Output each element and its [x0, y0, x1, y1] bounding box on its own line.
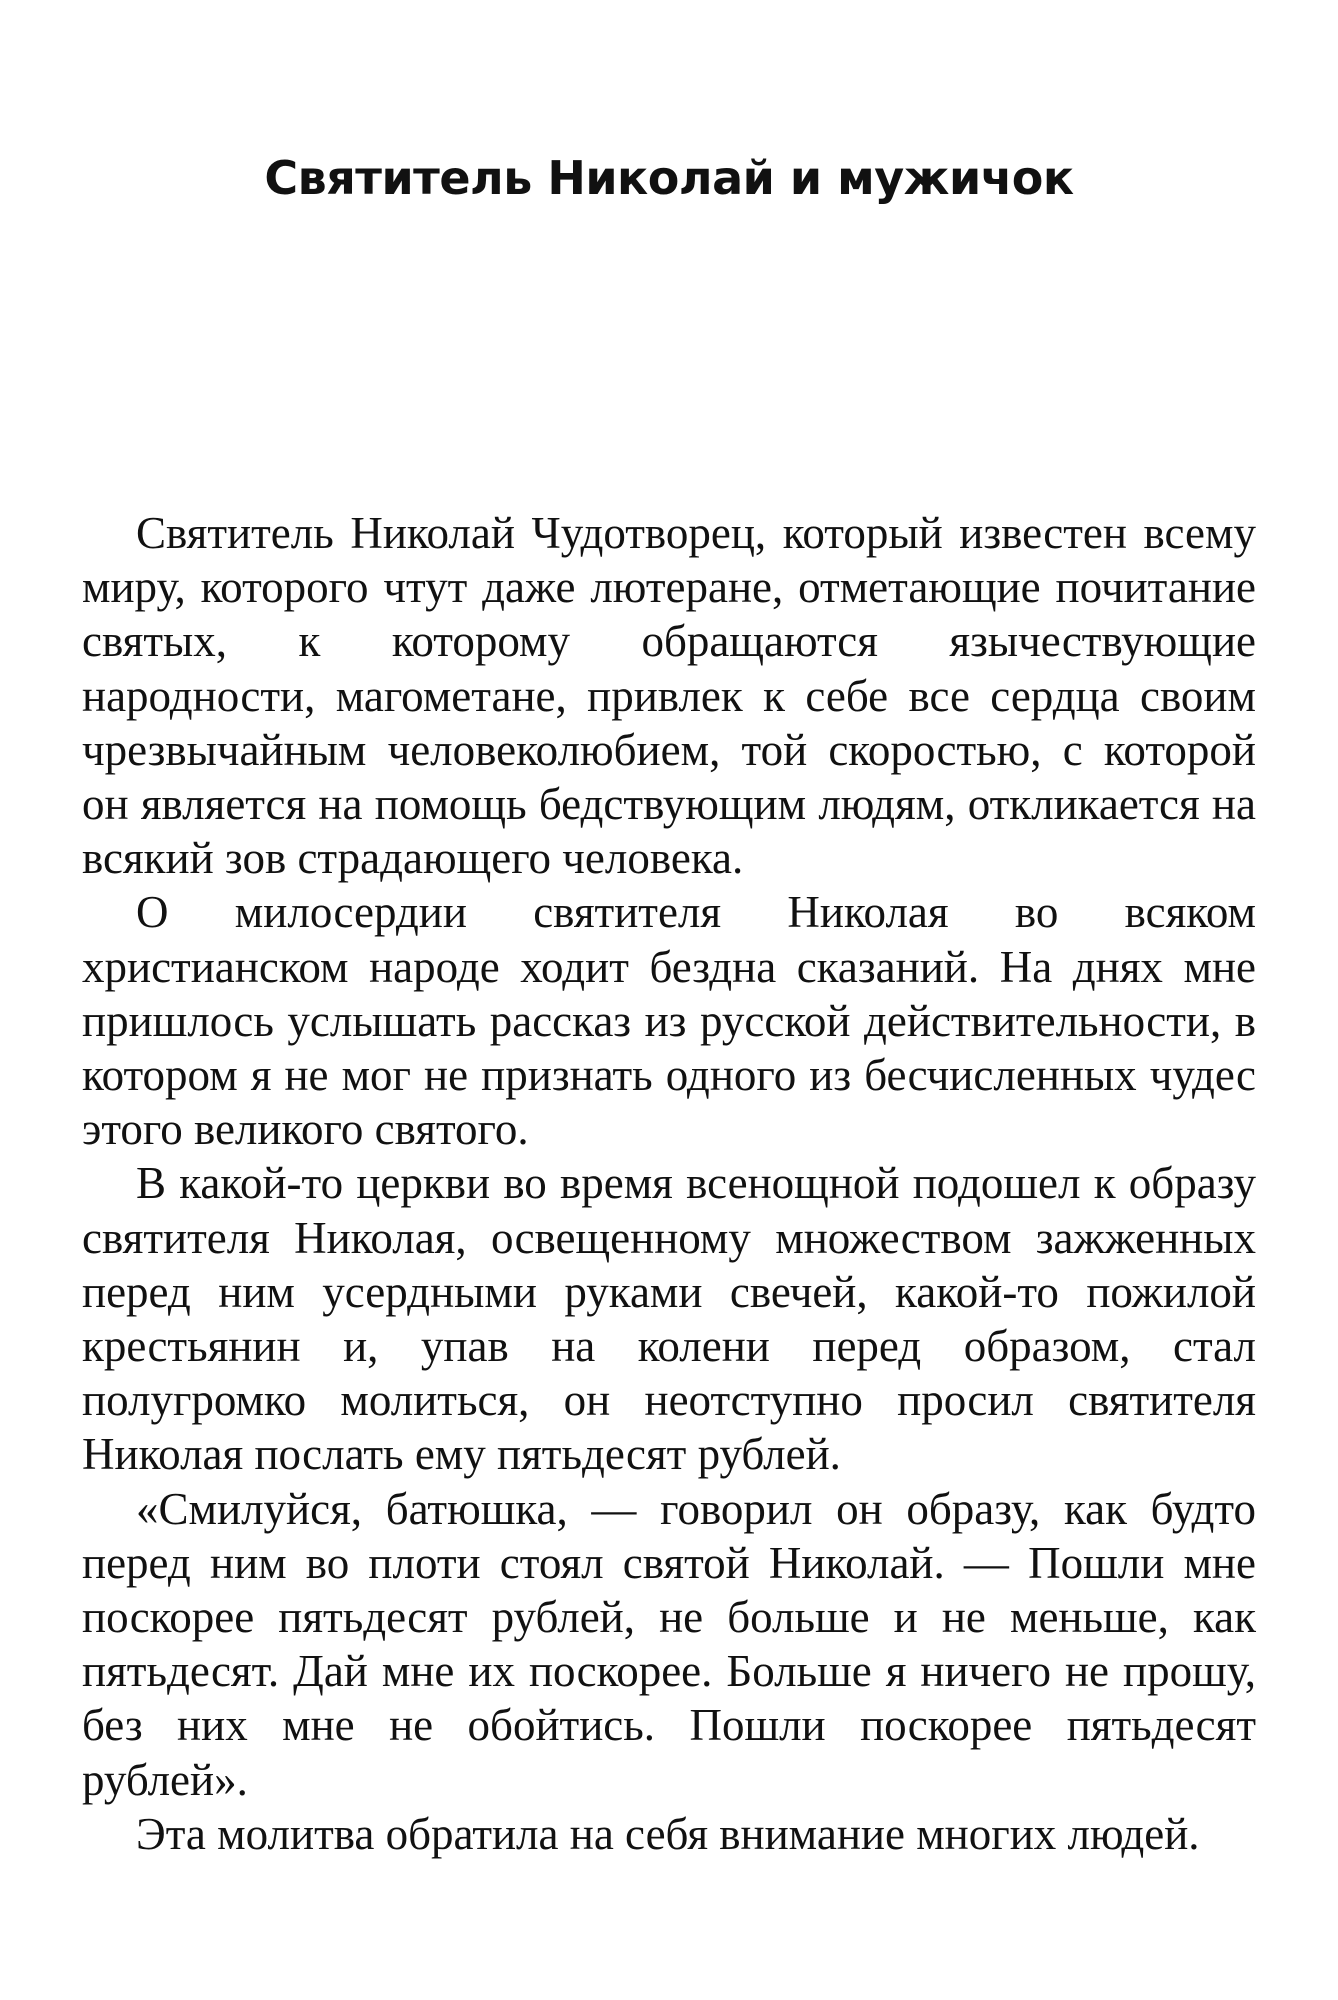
paragraph: В какой-то церкви во время всенощной подошел к образу святителя Николая, освещенному множеством зажженных перед ним усердными руками свечей, какой-то пожилой крестьянин и, упав на колени перед образом, стал полугромко молиться, он неотступно просил святителя Николая послать ему пятьдесят рублей. [82, 1158, 1256, 1480]
chapter-title: Святитель Николай и мужичок [264, 151, 1074, 205]
chapter-body [82, 506, 1256, 1861]
paragraph: Эта молитва обратила на себя внимание многих людей. [136, 1808, 1200, 1859]
paragraph: Святитель Николай Чудотворец, который известен всему миру, которого чтут даже лютеране, отметающие почитание святых, к которому обращаются язычествующие народности, магометане, привлек к себе все сердца своим чрезвычайным человеколюбием, той скоростью, с которой он является на помощь бедствующим людям, откликается на всякий зов страдающего человека. [82, 508, 1256, 884]
paragraph: «Смилуйся, батюшка, — говорил он образу, как будто перед ним во плоти стоял святой Николай. — Пошли мне поскорее пятьдесят рублей, не больше и не меньше, как пятьдесят. Дай мне их поскорее. Больше я ничего не прошу, без них мне не обойтись. Пошли поскорее пятьдесят рублей». [82, 1483, 1256, 1805]
paragraph: О милосердии святителя Николая во всяком христианском народе ходит бездна сказаний. На днях мне пришлось услышать рассказ из русской действительности, в котором я не мог не признать одного из бесчисленных чудес этого великого святого. [82, 887, 1256, 1155]
